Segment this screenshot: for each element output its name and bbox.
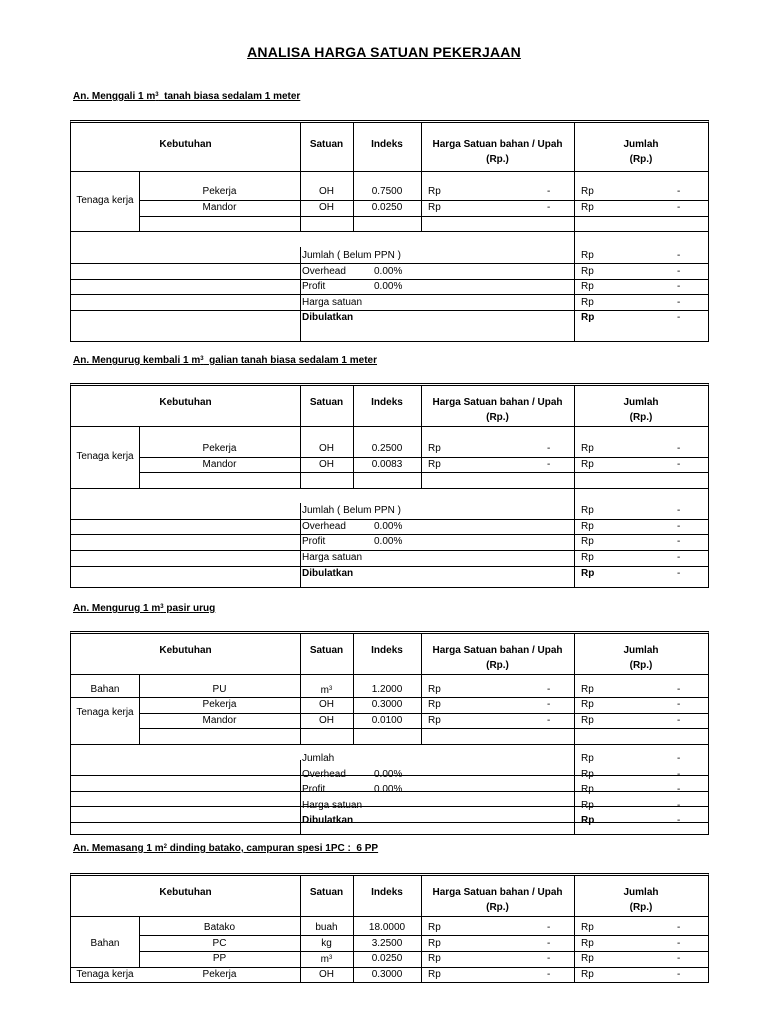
row-price-value: - [547,699,551,710]
summary-value: - [677,281,681,292]
summary-harga: Harga satuan [302,297,363,308]
row-unit: $m^3$ [320,685,333,696]
analysis-table-1 [70,120,709,342]
header-harga-unit: (Rp.) [486,412,509,423]
row-total-currency: Rp [581,938,594,949]
row-total-value: - [677,202,681,213]
summary-dibulatkan: Dibulatkan [302,568,354,579]
row-price-currency: Rp [428,186,441,197]
row-unit: kg [321,938,332,949]
row-price-currency: Rp [428,953,441,964]
header-harga: Harga Satuan bahan / Upah [432,887,563,898]
row-price-value: - [547,684,551,695]
row-total-value: - [677,953,681,964]
row-price-currency: Rp [428,938,441,949]
row-total-value: - [677,969,681,980]
header-jumlah: Jumlah [623,139,659,150]
header-jumlah-unit: (Rp.) [629,412,653,423]
row-item: Mandor [202,715,237,726]
row-unit: OH [319,459,334,470]
summary-dibulatkan: Dibulatkan [302,312,354,323]
row-index: 0.3000 [371,699,403,710]
row-index: 0.7500 [371,186,403,197]
row-price-currency: Rp [428,202,441,213]
summary-value: - [677,536,681,547]
header-jumlah-unit: (Rp.) [629,660,653,671]
summary-value: - [677,753,681,764]
header-indeks: Indeks [371,139,403,150]
row-total-currency: Rp [581,459,594,470]
summary-profit-pct: 0.00% [374,536,403,547]
summary-overhead-pct: 0.00% [374,521,403,532]
header-jumlah: Jumlah [623,887,659,898]
summary-currency: Rp [581,552,594,563]
row-unit: OH [319,202,334,213]
summary-overhead-pct: 0.00% [374,769,403,780]
summary-value: - [677,800,681,811]
row-price-currency: Rp [428,684,441,695]
header-harga-unit: (Rp.) [486,660,509,671]
summary-value: - [677,552,681,563]
row-unit: buah [315,922,338,933]
summary-currency: Rp [581,769,594,780]
summary-profit: Profit [302,281,326,292]
row-index: 0.0250 [371,953,403,964]
row-price-value: - [547,715,551,726]
summary-profit-pct: 0.00% [374,784,403,795]
row-item: PU [212,684,227,695]
row-price-currency: Rp [428,969,441,980]
row-index: 1.2000 [371,684,403,695]
summary-currency: Rp [581,800,594,811]
summary-profit: Profit [302,784,326,795]
summary-value: - [677,505,681,516]
summary-overhead: Overhead [302,521,346,532]
row-price-value: - [547,969,551,980]
summary-value: - [677,297,681,308]
summary-currency: Rp [581,784,594,795]
summary-value: - [677,815,681,826]
summary-value: - [677,521,681,532]
group-label: Tenaga kerja [76,707,134,718]
row-item: Pekerja [202,969,237,980]
row-total-currency: Rp [581,969,594,980]
section-title-2: An. Mengurug kembali 1 $m^3$ galian tanah biasa sedalam 1 meter [73,355,378,366]
row-price-currency: Rp [428,922,441,933]
row-price-currency: Rp [428,443,441,454]
summary-overhead: Overhead [302,266,346,277]
row-total-value: - [677,186,681,197]
row-item: Pekerja [202,699,237,710]
summary-currency: Rp [581,568,595,579]
summary-value: - [677,769,681,780]
summary-currency: Rp [581,505,594,516]
summary-profit-pct: 0.00% [374,281,403,292]
summary-value: - [677,266,681,277]
header-harga: Harga Satuan bahan / Upah [432,139,563,150]
analysis-table-2 [70,383,709,588]
summary-currency: Rp [581,250,594,261]
row-price-value: - [547,922,551,933]
summary-harga: Harga satuan [302,552,363,563]
row-price-value: - [547,443,551,454]
header-jumlah-unit: (Rp.) [629,154,653,165]
summary-value: - [677,784,681,795]
analysis-table-3 [70,631,709,835]
header-harga-unit: (Rp.) [486,902,509,913]
header-harga: Harga Satuan bahan / Upah [432,645,563,656]
summary-dibulatkan: Dibulatkan [302,815,354,826]
summary-currency: Rp [581,312,595,323]
row-total-value: - [677,715,681,726]
row-item: PP [212,953,227,964]
header-kebutuhan: Kebutuhan [159,645,212,656]
group-label: Tenaga kerja [76,195,134,206]
row-total-value: - [677,443,681,454]
header-satuan: Satuan [309,397,344,408]
row-unit: OH [319,443,334,454]
row-total-value: - [677,459,681,470]
row-total-value: - [677,938,681,949]
row-price-currency: Rp [428,459,441,470]
row-total-currency: Rp [581,443,594,454]
row-unit: OH [319,715,334,726]
row-price-value: - [547,953,551,964]
row-price-value: - [547,938,551,949]
row-price-value: - [547,459,551,470]
header-jumlah: Jumlah [623,645,659,656]
summary-currency: Rp [581,297,594,308]
summary-jumlah: Jumlah ( Belum PPN ) [302,505,401,516]
row-index: 3.2500 [371,938,403,949]
row-item: Batako [203,922,236,933]
row-total-currency: Rp [581,922,594,933]
group-label: Bahan [90,684,120,695]
header-indeks: Indeks [371,397,403,408]
header-jumlah: Jumlah [623,397,659,408]
row-item: Pekerja [202,443,237,454]
row-item: PC [212,938,227,949]
header-indeks: Indeks [371,645,403,656]
row-total-currency: Rp [581,684,594,695]
summary-value: - [677,312,681,323]
group-label: Tenaga kerja [76,969,134,980]
section-title-1: An. Menggali 1 $m^3$ tanah biasa sedalam 1 meter [73,91,301,102]
row-price-currency: Rp [428,715,441,726]
row-total-value: - [677,699,681,710]
row-total-currency: Rp [581,953,594,964]
row-total-currency: Rp [581,699,594,710]
row-unit: OH [319,969,334,980]
header-kebutuhan: Kebutuhan [159,887,212,898]
header-satuan: Satuan [309,139,344,150]
header-satuan: Satuan [309,645,344,656]
summary-value: - [677,250,681,261]
row-item: Mandor [202,202,237,213]
summary-profit: Profit [302,536,326,547]
row-total-currency: Rp [581,202,594,213]
section-title-4: An. Memasang 1 $m^2$ dinding batako, campuran spesi 1PC : 6 PP [73,843,379,854]
row-total-currency: Rp [581,186,594,197]
row-unit: OH [319,186,334,197]
summary-currency: Rp [581,266,594,277]
row-unit: OH [319,699,334,710]
summary-harga: Harga satuan [302,800,363,811]
page-title: ANALISA HARGA SATUAN PEKERJAAN [247,44,521,60]
summary-currency: Rp [581,815,595,826]
header-indeks: Indeks [371,887,403,898]
summary-overhead: Overhead [302,769,346,780]
summary-overhead-pct: 0.00% [374,266,403,277]
row-index: 0.0083 [371,459,403,470]
row-price-value: - [547,186,551,197]
header-satuan: Satuan [309,887,344,898]
summary-value: - [677,568,681,579]
row-item: Mandor [202,459,237,470]
summary-currency: Rp [581,521,594,532]
row-index: 18.0000 [368,922,406,933]
row-unit: $m^3$ [320,954,333,965]
analysis-table-4 [70,873,709,983]
header-kebutuhan: Kebutuhan [159,397,212,408]
row-item: Pekerja [202,186,237,197]
header-harga-unit: (Rp.) [486,154,509,165]
row-total-currency: Rp [581,715,594,726]
row-index: 0.3000 [371,969,403,980]
row-total-value: - [677,684,681,695]
summary-currency: Rp [581,281,594,292]
summary-jumlah: Jumlah ( Belum PPN ) [302,250,401,261]
summary-currency: Rp [581,536,594,547]
row-index: 0.2500 [371,443,403,454]
summary-currency: Rp [581,753,594,764]
summary-jumlah: Jumlah [302,753,335,764]
section-title-3: An. Mengurug 1 $m^3$ pasir urug [73,603,216,614]
row-total-value: - [677,922,681,933]
header-kebutuhan: Kebutuhan [159,139,212,150]
row-index: 0.0250 [371,202,403,213]
row-price-value: - [547,202,551,213]
header-harga: Harga Satuan bahan / Upah [432,397,563,408]
group-label: Tenaga kerja [76,451,134,462]
header-jumlah-unit: (Rp.) [629,902,653,913]
row-index: 0.0100 [371,715,403,726]
group-label: Bahan [90,938,120,949]
row-price-currency: Rp [428,699,441,710]
